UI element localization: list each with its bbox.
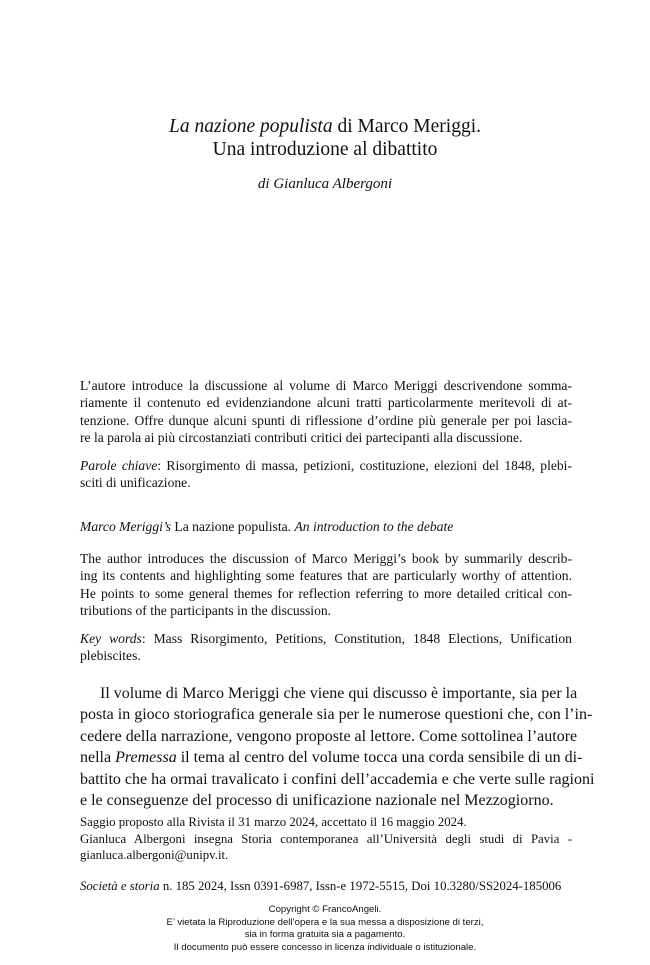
body-line: battito che ha ormai travalicato i confini dell’accademia e che verte sulle ragioni xyxy=(80,770,595,788)
abstract-en-line: He points to some general themes for reflection referring to more detailed critical con- xyxy=(80,585,572,601)
english-title xyxy=(80,518,572,535)
body-line-4-pre: nella xyxy=(80,749,116,767)
body-line: posta in gioco storiografica generale sia per le numerose questioni che, con l’in- xyxy=(80,706,593,724)
body-line-4-post: il tema al centro del volume tocca una corda sensibile di un di- xyxy=(176,749,583,767)
copyright-notice xyxy=(0,904,650,954)
keywords-it-text-2: sciti di unificazione. xyxy=(80,475,191,491)
article-title xyxy=(0,115,650,161)
abstract-italian xyxy=(80,377,572,447)
keywords-it-text: : Risorgimento di massa, petizioni, costituzione, elezioni del 1848, plebi- xyxy=(157,458,572,473)
keywords-en-text: : Mass Risorgimento, Petitions, Constitution, 1848 Elections, Unification xyxy=(141,631,572,646)
abstract-en-line: ing its contents and highlighting some features that are particularly worthy of attention. xyxy=(80,568,572,584)
journal-citation xyxy=(80,878,572,895)
copyright-line: Copyright © FrancoAngeli. xyxy=(268,904,382,915)
abstract-it-line: re la parola ai più circostanziati contributi critici dei partecipanti alla discussione. xyxy=(80,430,523,446)
english-title-subtitle: An introduction to the debate xyxy=(294,519,454,534)
copyright-line: E’ vietata la Riproduzione dell’opera e la sua messa a disposizione di terzi, xyxy=(166,916,484,928)
book-title: La nazione populista xyxy=(169,116,333,137)
keywords-english xyxy=(80,630,572,665)
body-line: e le conseguenze del processo di unificazione nazionale nel Mezzogiorno. xyxy=(80,792,554,810)
footnotes xyxy=(80,814,572,864)
journal-details: n. 185 2024, Issn 0391-6987, Issn-e 1972-5515, Doi 10.3280/SS2024-185006 xyxy=(159,879,562,893)
affiliation-email: gianluca.albergoni@unipv.it. xyxy=(80,848,229,863)
submission-note: Saggio proposto alla Rivista il 31 marzo 2024, accettato il 16 maggio 2024. xyxy=(80,815,467,829)
copyright-line: sia in forma gratuita sia a pagamento. xyxy=(244,929,406,941)
abstract-it-line: tenzione. Offre dunque alcuni spunti di riflessione d’ordine più generale per poi lascia- xyxy=(80,412,572,428)
keywords-en-text-2: plebiscites. xyxy=(80,648,141,664)
journal-name: Società e storia xyxy=(80,879,160,893)
keywords-italian xyxy=(80,457,572,492)
copyright-line: Il documento può essere concesso in licenza individuale o istituzionale. xyxy=(173,941,477,953)
abstract-it-line: riamente il contenuto ed evidenziandone alcuni tratti particolarmente meritevoli di at- xyxy=(80,395,572,411)
premessa-term: Premessa xyxy=(115,749,177,767)
english-title-author: Marco Meriggi’s xyxy=(80,519,171,534)
title-line-2: Una introduzione al dibattito xyxy=(212,139,438,160)
abstract-en-line: The author introduces the discussion of Marco Meriggi’s book by summarily describ- xyxy=(80,551,572,566)
body-line: Il volume di Marco Meriggi che viene qui discusso è importante, sia per la xyxy=(100,685,578,702)
title-line-1 xyxy=(0,115,650,138)
title-line-1-rest: di Marco Meriggi. xyxy=(332,116,481,137)
body-line xyxy=(80,747,583,768)
body-line: cedere della narrazione, vengono proposte al lettore. Come sottolinea l’autore xyxy=(80,727,578,745)
keywords-en-label: Key words xyxy=(80,631,142,646)
abstract-english xyxy=(80,550,572,620)
affiliation-note: Gianluca Albergoni insegna Storia contemporanea all’Università degli studi di Pavia - xyxy=(80,831,572,846)
abstract-en-line: tributions of the participants in the discussion. xyxy=(80,603,332,619)
english-title-book: La nazione populista. xyxy=(171,519,295,534)
body-paragraph xyxy=(80,683,595,811)
keywords-it-label: Parole chiave xyxy=(80,458,158,473)
author-byline: di Gianluca Albergoni xyxy=(257,176,393,192)
abstract-it-line: L’autore introduce la discussione al volume di Marco Meriggi descrivendone somma- xyxy=(80,378,572,393)
